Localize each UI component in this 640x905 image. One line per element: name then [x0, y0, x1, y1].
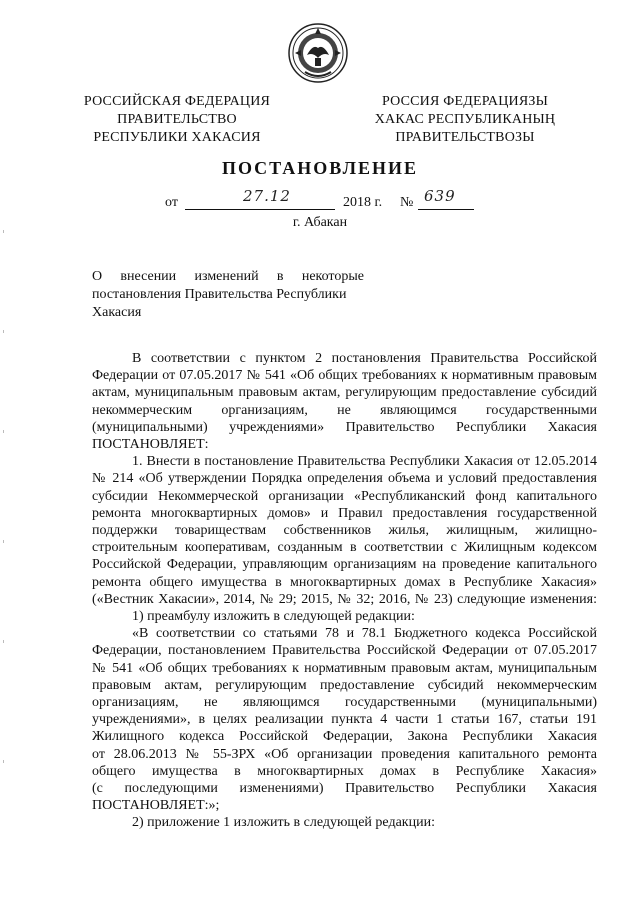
body-line: (с последующими изменениями) Правительство Республики Хакасия	[92, 781, 597, 797]
header-left-line: ПРАВИТЕЛЬСТВО	[117, 112, 237, 127]
body-line: («Вестник Хакасии», 2014, № 29; 2015, № 32; 2016, № 23) следующие изменения:	[92, 591, 597, 607]
header-right-line: РОССИЯ ФЕДЕРАЦИЯЗЫ	[381, 94, 549, 109]
body-line: Федерации, постановлением Правительства Российской Федерации от 07.05.2017	[92, 643, 597, 659]
scan-edge-marks	[3, 0, 6, 905]
subject-block	[92, 268, 364, 322]
body-line: строительным кооперативам, созданным в соответствии с Жилищным кодексом	[92, 540, 597, 556]
body-line: учреждениями», в целях реализации пункта 4 части 1 статьи 167, статьи 191	[92, 712, 597, 728]
body-line: № 214 «Об утверждении Порядка определения объема и условий предоставления	[92, 471, 597, 487]
subject-line: постановления Правительства Республики	[92, 287, 347, 302]
year-text: 2018 г.	[343, 195, 383, 210]
subject-line: Хакасия	[92, 305, 142, 320]
document-body	[92, 350, 597, 832]
body-line: (муниципальными) учреждениями» Правительство Республики Хакасия	[92, 419, 597, 435]
body-line: актам, муниципальным правовым актам, регулирующим предоставление субсидий	[92, 385, 597, 401]
subject-line: О внесении изменений в некоторые	[92, 269, 364, 284]
city-line: г. Абакан	[292, 215, 348, 230]
header-left-line: РЕСПУБЛИКИ ХАКАСИЯ	[93, 130, 261, 145]
body-line: 1. Внести в постановление Правительства Республики Хакасия от 12.05.2014	[132, 454, 597, 470]
header-right-line: ХАКАС РЕСПУБЛИКАНЫҢ	[374, 112, 556, 127]
header-right-line: ПРАВИТЕЛЬСТВОЗЫ	[395, 130, 535, 145]
header-right-block	[365, 93, 565, 147]
coat-of-arms-emblem	[287, 22, 349, 84]
body-line: от 28.06.2013 № 55-ЗРХ «Об организации проведения капитального ремонта	[92, 746, 597, 762]
body-line: субсидии Некоммерческой организации «Республиканский фонд капитального	[92, 488, 597, 504]
header-left-block	[82, 93, 272, 147]
body-line: В соответствии с пунктом 2 постановления Правительства Российской	[132, 351, 597, 366]
body-line: Федерации от 07.05.2017 № 541 «Об общих требованиях к нормативным правовым	[92, 368, 597, 384]
body-line: ПОСТАНОВЛЯЕТ:»;	[92, 798, 220, 814]
body-line: ПОСТАНОВЛЯЕТ:	[92, 437, 209, 453]
body-line: 2) приложение 1 изложить в следующей редакции:	[132, 815, 435, 831]
body-line: организациям, не являющимся государственными (муниципальными)	[92, 695, 597, 711]
handwritten-number: 639	[424, 187, 456, 205]
date-number-line	[165, 187, 485, 215]
date-underline	[185, 187, 335, 210]
number-sign: №	[400, 195, 414, 210]
body-line: некоммерческим организациям, не являющимся государственными	[92, 402, 597, 418]
number-underline	[418, 187, 474, 210]
body-line: ремонта общего имущества в многоквартирных домах в Республике Хакасия»	[92, 574, 597, 590]
body-line: общего имущества в многоквартирных домах в Республике Хакасия»	[92, 763, 597, 779]
handwritten-date: 27.12	[243, 187, 291, 205]
body-line: 1) преамбулу изложить в следующей редакции:	[132, 609, 415, 625]
header-left-line: РОССИЙСКАЯ ФЕДЕРАЦИЯ	[83, 94, 271, 109]
body-line: ремонта многоквартирных домов» и Правил предоставления государственной	[92, 505, 597, 521]
body-line: Российской Федерации, управляющим организациям на проведение капитального	[92, 557, 597, 573]
body-line: правовым актам, регулирующим предоставление субсидий некоммерческим	[92, 677, 597, 693]
body-line: «В соответствии со статьями 78 и 78.1 Бюджетного кодекса Российской	[132, 626, 597, 642]
body-line: Жилищного кодекса Российской Федерации, Закона Республики Хакасия	[92, 729, 597, 745]
document-title: ПОСТАНОВЛЕНИЕ	[221, 158, 419, 178]
body-line: поддержки товариществам собственников жилья, жилищным, жилищно-	[92, 523, 597, 539]
body-line: № 541 «Об общих требованиях к нормативным правовым актам, муниципальным	[92, 660, 597, 676]
date-prefix: от	[165, 195, 178, 210]
